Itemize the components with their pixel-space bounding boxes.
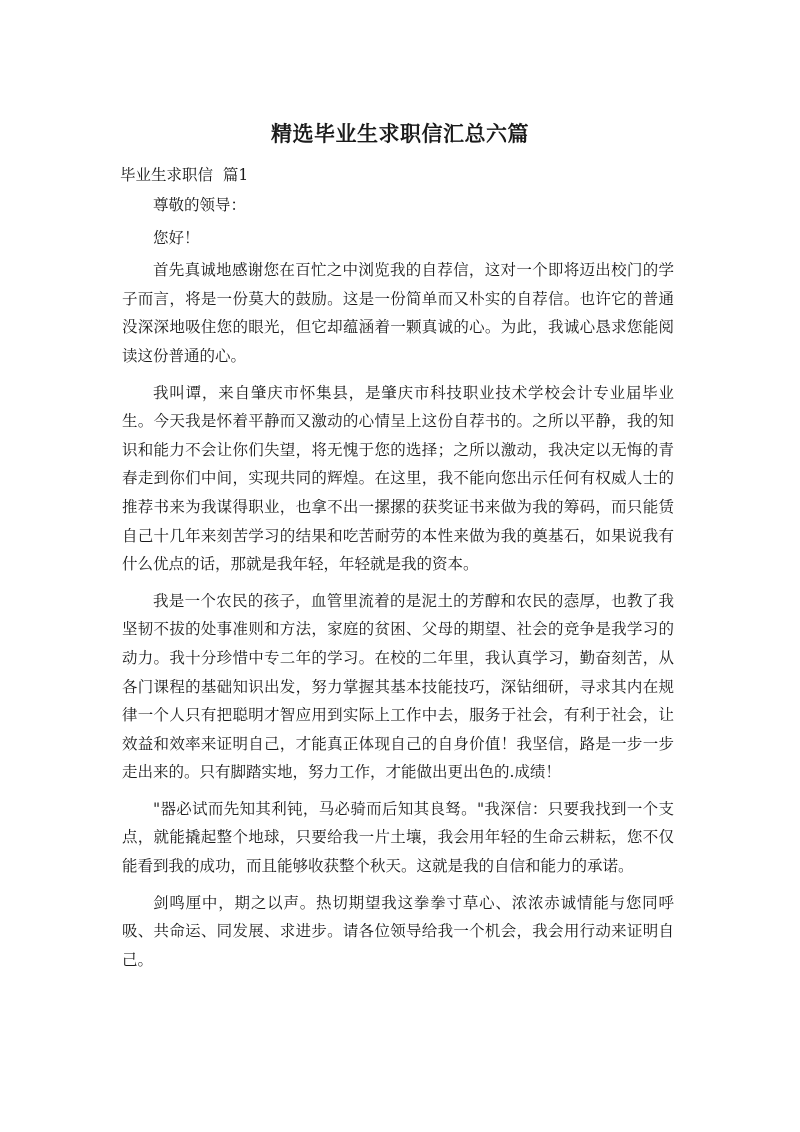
letter-body [122, 191, 674, 982]
document-title: 精选毕业生求职信汇总六篇 [271, 122, 529, 146]
section-title: 毕业生求职信 篇1 [120, 166, 249, 184]
paragraph: 首先真诚地感谢您在百忙之中浏览我的自荐信，这对一个即将迈出校门的学子而言，将是一份莫大的鼓励。这是一份简单而又朴实的自荐信。也许它的普通没深深地吸住您的眼光，但它却蕴涵着一颗真诚的心。为此，我诚心恳求您能阅读这份普通的心。 [122, 261, 674, 365]
paragraph: "器必试而先知其利钝，马必骑而后知其良驽。"我深信：只要我找到一个支点，就能撬起整个地球，只要给我一片土壤，我会用年轻的生命云耕耘，您不仅能看到我的成功，而且能够收获整个秋天。这就是我的自信和能力的承诺。 [122, 799, 674, 876]
paragraph: 我叫谭，来自肇庆市怀集县，是肇庆市科技职业技术学校会计专业届毕业生。今天我是怀着平静而又激动的心情呈上这份自荐书的。之所以平静，我的知识和能力不会让你们失望，将无愧于您的选择；之所以激动，我决定以无悔的青春走到你们中间，实现共同的辉煌。在这里，我不能向您出示任何有权威人士的推荐书来为我谋得职业，也拿不出一摞摞的获奖证书来做为我的筹码，而只能赁自己十几年来刻苦学习的结果和吃苦耐劳的本性来做为我的奠基石，如果说我有什么优点的话，那就是我年轻，年轻就是我的资本。 [122, 383, 674, 574]
paragraph: 我是一个农民的孩子，血管里流着的是泥土的芳醇和农民的悫厚，也教了我坚韧不拔的处事准则和方法，家庭的贫困、父母的期望、社会的竞争是我学习的动力。我十分珍惜中专二年的学习。在校的二年里，我认真学习，勤奋刻苦，从各门课程的基础知识出发，努力掌握其基本技能技巧，深钻细研，寻求其内在规律一个人只有把聪明才智应用到实际上工作中去，服务于社会，有利于社会，让效益和效率来证明自己，才能真正体现自己的自身价值！我坚信，路是一步一步走出来的。只有脚踏实地，努力工作，才能做出更出色的.成绩！ [122, 591, 674, 782]
salutation: 尊敬的领导： [153, 196, 247, 214]
greeting: 您好！ [153, 228, 200, 247]
paragraph: 剑鸣厘中，期之以声。热切期望我这拳拳寸草心、浓浓赤诚情能与您同呼吸、共命运、同发展、求进步。请各位领导给我一个机会，我会用行动来证明自己。 [122, 893, 674, 969]
